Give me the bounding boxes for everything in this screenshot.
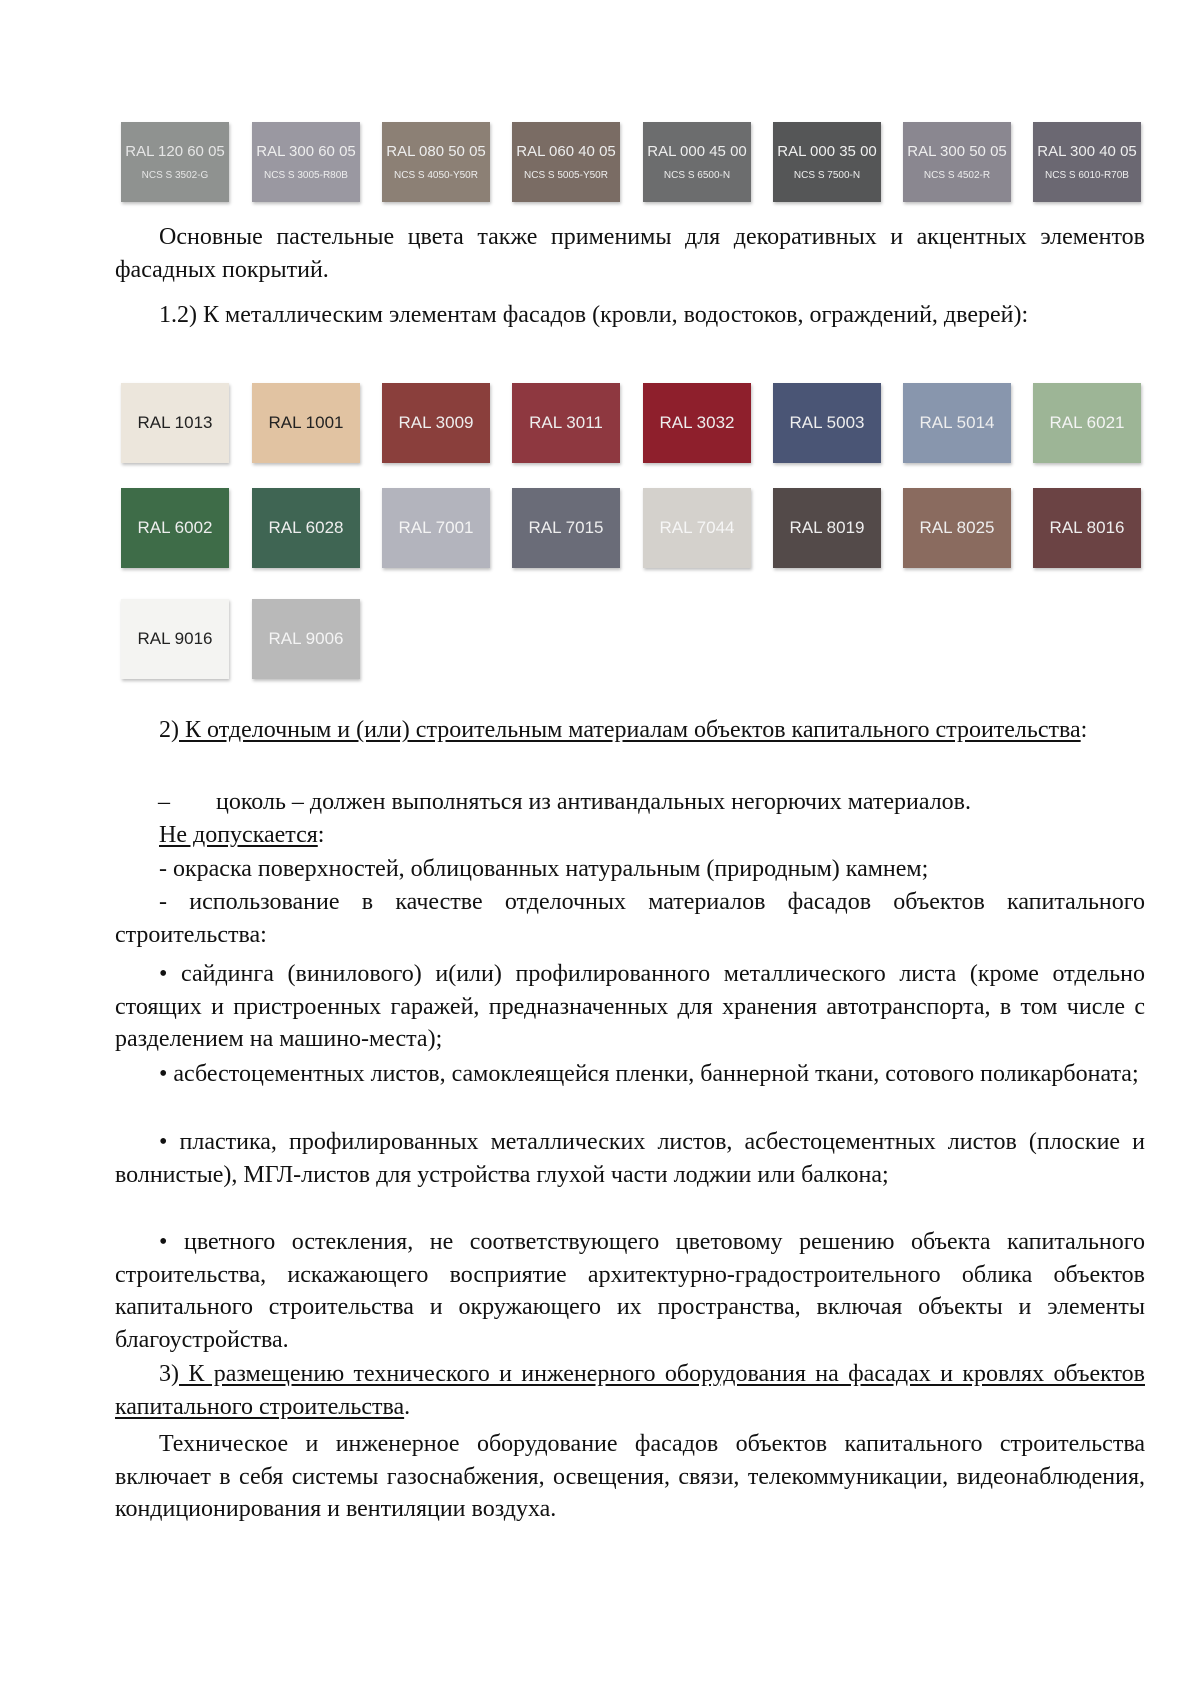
ncs-swatch xyxy=(252,122,360,202)
swatch-ncs-code: NCS S 7500-N xyxy=(793,170,861,181)
not-allowed-label: Не допускается xyxy=(159,822,318,848)
plinth-item xyxy=(158,786,170,818)
section-2-colon: : xyxy=(1080,717,1088,743)
ral-swatch xyxy=(252,488,360,568)
swatch-ral-code: RAL 000 45 00 xyxy=(647,143,747,160)
ral-swatch xyxy=(252,383,360,463)
swatch-ral-code: RAL 300 50 05 xyxy=(907,143,1007,160)
list-item-paint: - окраска поверхностей, облицованных натуральным (природным) камнем; xyxy=(159,856,929,882)
bullet-item xyxy=(115,1226,1145,1356)
bullet-icon: • xyxy=(159,961,168,987)
dash-marker: – xyxy=(158,789,170,815)
swatch-label: RAL 8019 xyxy=(789,518,865,537)
swatch-label: RAL 8016 xyxy=(1049,518,1125,537)
ncs-swatch xyxy=(512,122,620,202)
swatch-ncs-code: NCS S 6500-N xyxy=(663,170,731,181)
swatch-ral-code: RAL 300 60 05 xyxy=(256,143,356,160)
bullet-icon: • xyxy=(159,1229,168,1255)
ral-swatch xyxy=(512,383,620,463)
section-3-number: 3) xyxy=(159,1361,179,1387)
ral-swatch xyxy=(643,488,751,568)
ral-swatch xyxy=(512,488,620,568)
ral-swatch xyxy=(382,488,490,568)
list-item-use-text: - использование в качестве отделочных материалов фасадов объектов капитального строительства: xyxy=(115,889,1145,948)
bullet-text: цветного остекления, не соответствующего цветовому решению объекта капитального строительства, искажающего восприятие архитектурно-градостроительного облика объектов капитального строительства и окружающего их пространства, включая объекты и элементы благоустройства. xyxy=(115,1229,1146,1353)
section-3-heading xyxy=(115,1358,1145,1423)
swatch-label: RAL 9006 xyxy=(268,629,344,648)
swatch-ral-code: RAL 000 35 00 xyxy=(777,143,877,160)
swatch-label: RAL 6021 xyxy=(1049,413,1125,432)
list-item-use xyxy=(115,886,1145,951)
paragraph-metal-text: 1.2) К металлическим элементам фасадов (кровли, водостоков, ограждений, дверей): xyxy=(159,302,1029,328)
ral-swatch xyxy=(773,488,881,568)
ncs-swatch xyxy=(382,122,490,202)
section-2-number: 2) xyxy=(159,717,179,743)
swatch-ncs-code: NCS S 3005-R80B xyxy=(264,170,348,181)
paragraph-equipment xyxy=(115,1428,1145,1526)
swatch-label: RAL 3032 xyxy=(659,413,735,432)
bullet-item xyxy=(115,1058,1145,1091)
ncs-swatch xyxy=(1033,122,1141,202)
bullet-text: сайдинга (винилового) и(или) профилированного металлического листа (кроме отдельно стоящих и пристроенных гаражей, предназначенных для хранения автотранспорта, в том числе с разделением на машино-места); xyxy=(115,961,1145,1052)
ncs-swatch xyxy=(773,122,881,202)
paragraph-equipment-text: Техническое и инженерное оборудование фасадов объектов капитального строительства включает в себя системы газоснабжения, освещения, связи, телекоммуникации, видеонаблюдения, кондиционирования и вентиляции воздуха. xyxy=(115,1431,1145,1522)
ral-swatch xyxy=(121,488,229,568)
ral-swatch xyxy=(121,383,229,463)
ral-swatch xyxy=(643,383,751,463)
bullet-item xyxy=(115,958,1145,1056)
bullet-text: пластика, профилированных металлических листов, асбестоцементных листов (плоские и волнистые), МГЛ-листов для устройства глухой части лоджии или балкона; xyxy=(115,1129,1146,1188)
swatch-ncs-code: NCS S 6010-R70B xyxy=(1045,170,1129,181)
swatch-ral-code: RAL 120 60 05 xyxy=(125,143,225,160)
ral-swatch xyxy=(1033,383,1141,463)
swatch-ncs-code: NCS S 5005-Y50R xyxy=(524,170,608,181)
swatch-ral-code: RAL 080 50 05 xyxy=(386,143,486,160)
swatch-label: RAL 1001 xyxy=(268,413,344,432)
swatch-label: RAL 5014 xyxy=(919,413,995,432)
swatch-label: RAL 7015 xyxy=(528,518,604,537)
swatch-ncs-code: NCS S 3502-G xyxy=(141,170,209,181)
bullet-icon: • xyxy=(159,1129,168,1155)
swatch-label: RAL 5003 xyxy=(789,413,865,432)
swatch-label: RAL 6028 xyxy=(268,518,344,537)
ral-swatch xyxy=(252,599,360,679)
swatch-ral-code: RAL 300 40 05 xyxy=(1037,143,1137,160)
section-2-title: К отделочным и (или) строительным материалам объектов капитального строительства xyxy=(179,717,1081,743)
swatch-label: RAL 8025 xyxy=(919,518,995,537)
plinth-text: цоколь – должен выполняться из антивандальных негорючих материалов. xyxy=(216,789,972,815)
bullet-item xyxy=(115,1126,1145,1191)
section-2-heading xyxy=(115,714,1145,747)
ral-swatch xyxy=(773,383,881,463)
paragraph-pastel xyxy=(115,221,1145,286)
not-allowed-heading xyxy=(159,819,324,851)
swatch-label: RAL 6002 xyxy=(137,518,213,537)
ral-swatch xyxy=(903,488,1011,568)
swatch-ral-code: RAL 060 40 05 xyxy=(516,143,616,160)
ral-swatch xyxy=(382,383,490,463)
swatch-ncs-code: NCS S 4050-Y50R xyxy=(394,170,478,181)
bullet-icon: • xyxy=(159,1061,168,1087)
bullet-text: асбестоцементных листов, самоклеящейся пленки, баннерной ткани, сотового поликарбоната; xyxy=(173,1061,1139,1087)
ral-swatch xyxy=(121,599,229,679)
not-allowed-colon: : xyxy=(317,822,325,848)
swatch-label: RAL 7044 xyxy=(659,518,735,537)
section-3-title: К размещению технического и инженерного оборудования на фасадах и кровлях объектов капитального строительства xyxy=(115,1361,1145,1420)
ncs-swatch xyxy=(643,122,751,202)
paragraph-pastel-text: Основные пастельные цвета также применимы для декоративных и акцентных элементов фасадных покрытий. xyxy=(115,224,1145,283)
swatch-label: RAL 7001 xyxy=(398,518,474,537)
swatch-label: RAL 3009 xyxy=(398,413,474,432)
ncs-swatch xyxy=(903,122,1011,202)
section-3-dot: . xyxy=(404,1393,411,1420)
swatch-label: RAL 9016 xyxy=(137,629,213,648)
swatch-ncs-code: NCS S 4502-R xyxy=(923,170,991,181)
swatch-label: RAL 1013 xyxy=(137,413,213,432)
ncs-swatch xyxy=(121,122,229,202)
swatch-label: RAL 3011 xyxy=(529,413,603,432)
paragraph-metal xyxy=(115,299,1145,332)
ral-swatch xyxy=(1033,488,1141,568)
ral-swatch xyxy=(903,383,1011,463)
